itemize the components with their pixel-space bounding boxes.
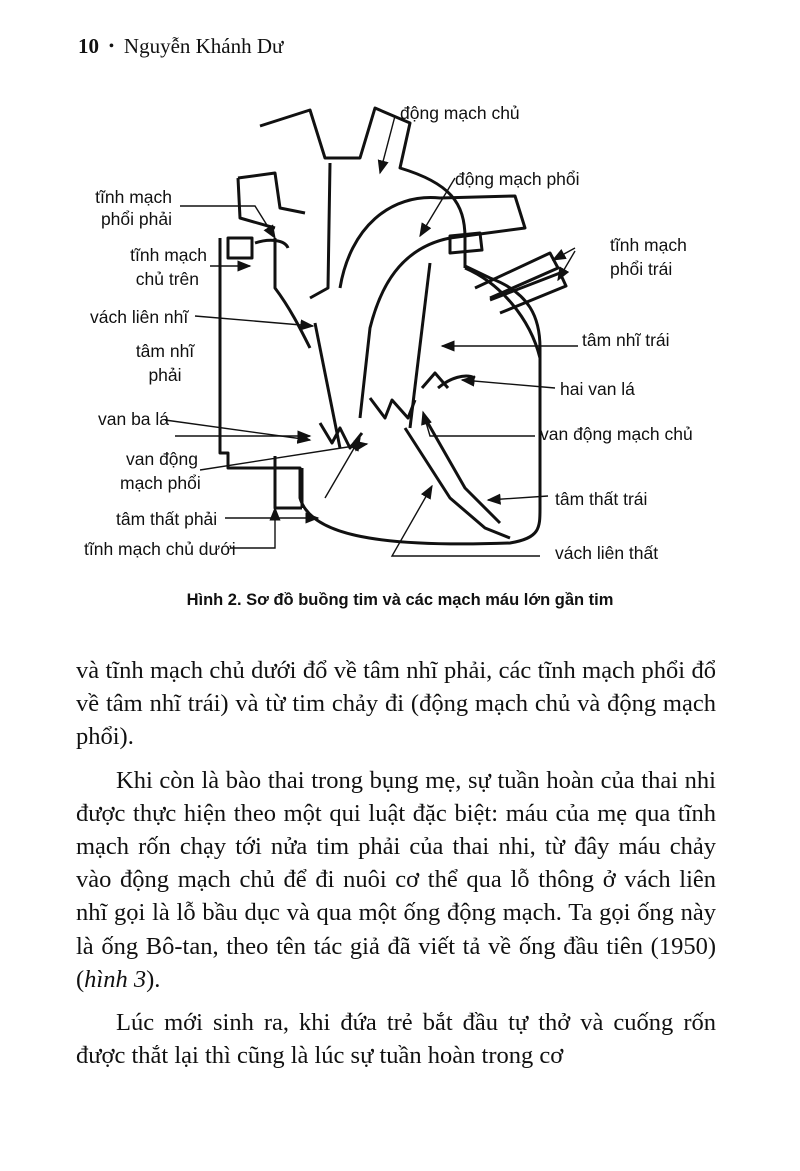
label-van-ba-la: van ba lá	[98, 409, 170, 429]
header-bullet: •	[109, 38, 114, 54]
label-tinh-mach-chu-tren-line2: chủ trên	[135, 269, 199, 289]
paragraph-2-end: ).	[146, 965, 161, 993]
label-tam-nhi-phai-line2: phải	[148, 365, 182, 385]
label-tinh-mach-chu-duoi: tĩnh mạch chủ dưới	[84, 539, 236, 559]
label-van-dong-mach-phoi-line2: mạch phổi	[120, 473, 201, 493]
label-tam-that-trai: tâm thất trái	[555, 489, 648, 509]
label-tinh-mach-phoi-trai-line1: tĩnh mạch	[610, 235, 687, 255]
label-vach-lien-that: vách liên thất	[555, 543, 659, 563]
label-tam-nhi-phai-line1: tâm nhĩ	[135, 341, 195, 361]
page-number: 10	[78, 34, 99, 58]
paragraph-2-figure-ref: hình 3	[84, 965, 147, 993]
label-tinh-mach-phoi-phai-line1: tĩnh mạch	[95, 187, 172, 207]
label-van-dong-mach-phoi-line1: van động	[126, 449, 199, 469]
label-dong-mach-chu: động mạch chủ	[400, 103, 520, 123]
heart-diagram	[70, 88, 750, 578]
paragraph-1: và tĩnh mạch chủ dưới đổ về tâm nhĩ phải, các tĩnh mạch phổi đổ về tâm nhĩ trái) và từ tim chảy đi (động mạch chủ và động mạch phổi).	[76, 657, 716, 751]
label-tinh-mach-chu-tren-line1: tĩnh mạch	[130, 245, 207, 265]
label-hai-van-la: hai van lá	[560, 379, 635, 399]
author-name: Nguyễn Khánh Dư	[123, 34, 284, 58]
label-van-dong-mach-chu: van động mạch chủ	[540, 424, 693, 444]
paragraph-2-main: Khi còn là bào thai trong bụng mẹ, sự tuần hoàn của thai nhi được thực hiện theo một qui luật đặc biệt: máu của mẹ qua tĩnh mạch rốn chạy tới nửa tim phải của thai nhi, từ đây máu chảy vào động mạch chủ để đi nuôi cơ thể qua lỗ thông ở vách liên nhĩ gọi là lỗ bầu dục và qua một ống động mạch. Ta gọi ống này là ống Bô-tan, theo tên tác giả đã viết tả về ống đầu tiên (1950) (	[76, 766, 716, 993]
label-tinh-mach-phoi-trai-line2: phổi trái	[610, 259, 673, 279]
page-header	[78, 34, 283, 59]
paragraph-3: Lúc mới sinh ra, khi đứa trẻ bắt đầu tự thở và cuống rốn được thắt lại thì cũng là lúc sự tuần hoàn trong cơ	[76, 1009, 716, 1070]
paragraph-2	[76, 764, 716, 996]
body-text	[76, 654, 716, 1082]
label-dong-mach-phoi: động mạch phổi	[455, 169, 580, 189]
label-tam-nhi-trai: tâm nhĩ trái	[582, 330, 670, 350]
label-tam-that-phai: tâm thất phải	[116, 509, 218, 529]
label-tinh-mach-phoi-phai-line2: phổi phải	[100, 209, 172, 229]
label-vach-lien-nhi: vách liên nhĩ	[90, 307, 189, 327]
figure-caption: Hình 2. Sơ đồ buồng tim và các mạch máu lớn gần tim	[186, 591, 614, 609]
